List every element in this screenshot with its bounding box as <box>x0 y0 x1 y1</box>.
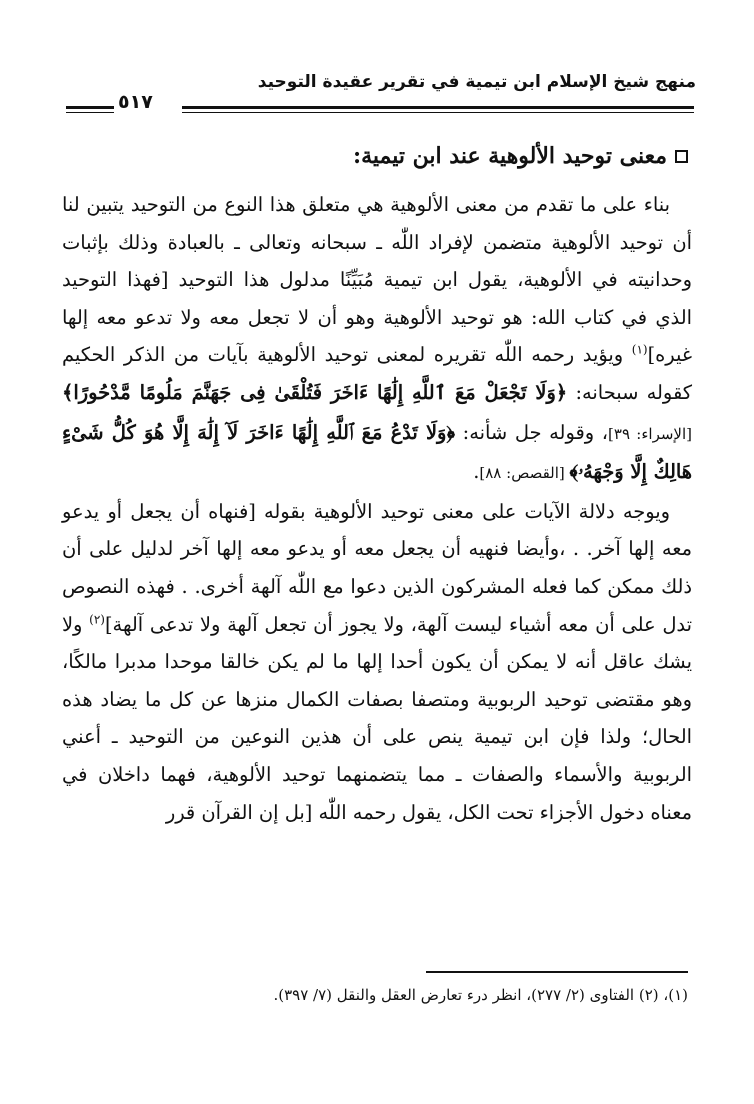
verse-reference-isra: [الإسراء: ٣٩] <box>608 424 692 443</box>
body-text <box>62 186 692 831</box>
paragraph-2 <box>62 493 692 831</box>
page-number-rule <box>66 106 114 113</box>
footnote: (١)، (٢) الفتاوى (٢/ ٢٧٧)، انظر درء تعارض العقل والنقل (٧/ ٣٩٧). <box>273 986 688 1004</box>
footnote-marker-1: (١) <box>631 342 648 357</box>
paragraph-1-part-c: ، وقوله جل شأنه: <box>455 420 609 444</box>
quran-verse-qasas: ﴿وَلَا تَدْعُ مَعَ ٱللَّهِ إِلَٰهًا ءَاخَرَ لَآ إِلَٰهَ إِلَّا هُوَ كُلُّ شَىْءٍ هَالِكٌ إِلَّا وَجْهَهُۥ﴾ <box>62 420 692 484</box>
running-header: منهج شيخ الإسلام ابن تيمية في تقرير عقيدة التوحيد <box>257 72 696 92</box>
footnote-rule <box>426 971 688 973</box>
paragraph-2-part-a: ويوجه دلالة الآيات على معنى توحيد الألوهية بقوله [فنهاه أن يجعل أو يدعو معه إلها آخر. . ،وأيضا فنهيه أن يجعل معه أو يدعو معه إلها آخر لدليل على أن ذلك ممكن كما فعله المشركون الذين دعوا مع اللّٰه آلهة أخرى. . فهذه النصوص تدل على أن معه أشياء ليست آلهة، ولا يجوز أن تجعل آلهة ولا تدعى آلهة] <box>62 499 692 636</box>
paragraph-1-part-d: . <box>473 460 480 484</box>
paragraph-1-part-a: بناء على ما تقدم من معنى الألوهية هي متعلق هذا النوع من التوحيد يتبين لنا أن توحيد الألوهية متضمن لإفراد اللّٰه ـ سبحانه وتعالى ـ بالعبادة وذلك بإثبات وحدانيته في الألوهية، يقول ابن تيمية مُبَيِّنًا مدلول هذا التوحيد [فهذا التوحيد الذي في كتاب الله: هو توحيد الألوهية وهو أن لا تجعل معه ولا تدعو معه إلها غيره] <box>62 193 692 367</box>
paragraph-1-part-b: ويؤيد رحمه اللّٰه تقريره لمعنى توحيد الألوهية بآيات من الذكر الحكيم كقوله سبحانه: <box>62 343 692 404</box>
paragraph-2-part-b: ولا يشك عاقل أنه لا يمكن أن يكون أحدا إلها ما لم يكن خالقا موحدا مدبرا مالكًا، وهو مقتضى توحيد الربوبية ومتصفا بصفات الكمال منزها عن كل ما يضاد هذه الحال؛ ولذا فإن ابن تيمية ينص على أن هذين النوعين من التوحيد ـ أعني الربوبية والأسماء والصفات ـ مما يتضمنهما توحيد الألوهية، فهما داخلان في معناه دخول الأجزاء تحت الكل، يقول رحمه اللّٰه [بل إن القرآن قرر <box>62 612 692 824</box>
page-number: ٥١٧ <box>118 91 153 113</box>
square-bullet-icon <box>675 150 688 163</box>
header-rule <box>182 106 694 113</box>
section-heading <box>66 143 688 169</box>
verse-reference-qasas: [القصص: ٨٨] <box>479 464 570 483</box>
quran-verse-isra: ﴿وَلَا تَجْعَلْ مَعَ ٱللَّهِ إِلَٰهًا ءَاخَرَ فَتُلْقَىٰ فِى جَهَنَّمَ مَلُومًا مَّدْحُورًا﴾ <box>62 380 568 404</box>
paragraph-1 <box>62 186 692 493</box>
section-heading-text: معنى توحيد الألوهية عند ابن تيمية: <box>352 143 667 169</box>
footnote-marker-2: (٢) <box>89 612 105 627</box>
